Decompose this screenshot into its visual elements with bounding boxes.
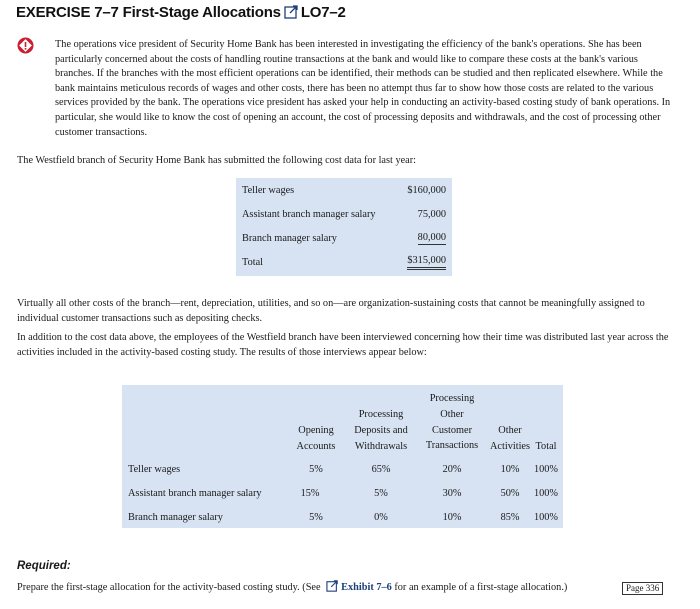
required-heading: Required:	[17, 560, 71, 572]
westfield-paragraph: The Westfield branch of Security Home Bank has submitted the following cost data for last year:	[17, 155, 417, 166]
cost-total-label: Total	[242, 256, 264, 268]
activity-cell: 50%	[500, 488, 520, 499]
activity-cell: 10%	[442, 512, 462, 523]
cost-total-value: $315,000	[407, 255, 446, 270]
activity-cell: 65%	[371, 464, 391, 475]
learning-objective-link[interactable]: LO7–2	[300, 4, 346, 21]
external-link-icon[interactable]	[284, 5, 299, 19]
activity-row-label: Teller wages	[128, 464, 181, 475]
activity-cell: 20%	[442, 464, 462, 475]
col-header-opening-accounts: Opening Accounts	[296, 425, 336, 452]
col-header-deposits-withdrawals: Processing Deposits and Withdrawals	[354, 409, 408, 452]
cost-data-table	[236, 178, 452, 276]
activity-cell: 5%	[309, 464, 323, 475]
activity-cell: 15%	[300, 488, 320, 499]
required-text-after: for an example of a first-stage allocation.)	[394, 582, 568, 593]
activity-cell: 10%	[500, 464, 520, 475]
table-row	[236, 226, 450, 250]
external-link-icon[interactable]	[326, 580, 339, 592]
activity-cell: 100%	[533, 488, 559, 499]
cost-value: 75,000	[417, 208, 446, 220]
cost-label: Branch manager salary	[242, 232, 337, 244]
cost-label: Assistant branch manager salary	[242, 208, 376, 220]
cost-value: $160,000	[407, 184, 446, 196]
cost-label: Teller wages	[242, 184, 295, 196]
intro-paragraph: The operations vice president of Security Home Bank has been interested in investigating the efficiency of the bank's operations. She has been particularly concerned about the costs of handling routine transactions at the bank and would like to compare these costs at the bank's various branches. If the branches with the most efficient operations can be identified, their methods can be studied and then replicated elsewhere. While the bank maintains meticulous records of wages and other costs, there has been no attempt thus far to show how those costs are related to the various services provided by the bank. The operations vice president has asked your help in conducting an activity-based costing study of bank operations. In particular, she would like to know the cost of opening an account, the cost of processing deposits and withdrawals, and the cost of processing other customer transactions.	[55, 39, 671, 138]
activity-row-label: Branch manager salary	[128, 512, 223, 523]
col-header-total: Total	[535, 441, 557, 452]
activity-cell: 100%	[533, 464, 559, 475]
table-row	[236, 250, 450, 274]
activity-cell: 5%	[374, 488, 388, 499]
activity-cell: 30%	[442, 488, 462, 499]
activity-row-label: Assistant branch manager salary	[128, 488, 262, 499]
page-number-badge: Page 336	[622, 582, 663, 595]
activity-cell: 0%	[374, 512, 388, 523]
required-text-before: Prepare the first-stage allocation for the activity-based costing study. (See	[17, 582, 321, 593]
cost-value: 80,000	[417, 231, 446, 243]
col-header-other-customer-transactions: Processing Other Customer Transactions	[425, 393, 479, 452]
other-costs-paragraph: Virtually all other costs of the branch—rent, depreciation, utilities, and so on—are organization-sustaining costs that cannot be meaningfully assigned to individual customer transactions such as depositing checks.	[17, 298, 645, 324]
activity-cell: 5%	[309, 512, 323, 523]
exhibit-link[interactable]: Exhibit 7–6	[341, 582, 392, 593]
table-row	[236, 178, 450, 202]
interviews-paragraph: In addition to the cost data above, the employees of the Westfield branch have been interviewed concerning how their time was distributed last year across the activities included in the activity-based costing study. The results of those interviews appear below:	[17, 332, 669, 358]
required-instruction	[17, 580, 567, 593]
table-row	[236, 202, 450, 226]
activity-cell: 100%	[533, 512, 559, 523]
exercise-title	[16, 4, 346, 21]
exercise-title-text: EXERCISE 7–7 First-Stage Allocations	[16, 4, 281, 21]
col-header-other-activities: Other Activities	[489, 425, 531, 452]
activity-distribution-table	[122, 385, 563, 528]
activity-cell: 85%	[500, 512, 520, 523]
